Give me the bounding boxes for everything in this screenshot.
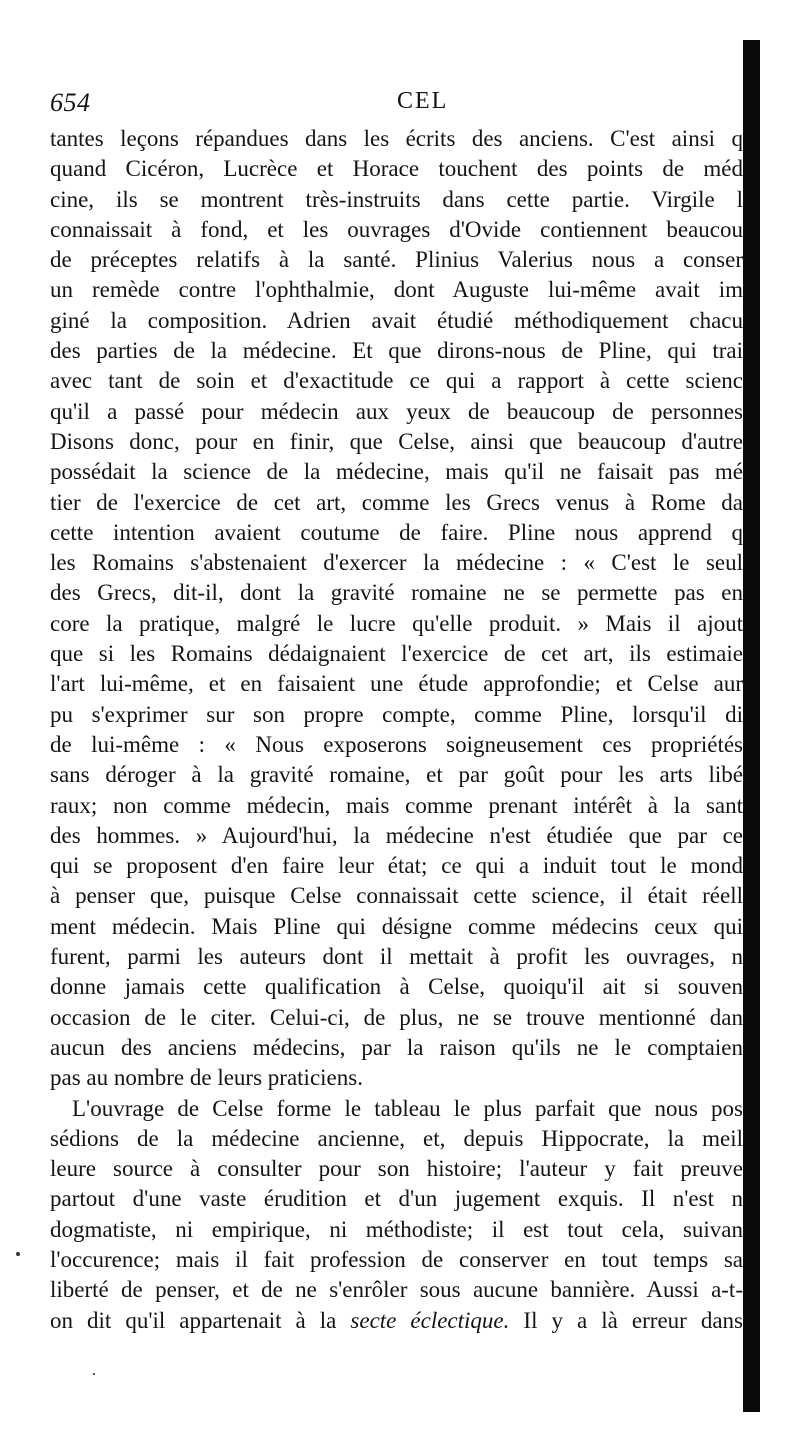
text-line: l'occurence; mais il fait profession de conserver en tout temps sa	[50, 1246, 743, 1272]
text-line: cine, ils se montrent très-instruits dans cette partie. Virgile l	[50, 186, 743, 212]
margin-speck	[16, 1252, 20, 1256]
text-line: raux; non comme médecin, mais comme prenant intérêt à la sant	[50, 792, 743, 818]
paragraph-start-line: L'ouvrage de Celse forme le tableau le plus parfait que nous pos	[72, 1095, 743, 1121]
text-line: furent, parmi les auteurs dont il mettait à profit les ouvrages, n	[50, 944, 743, 970]
text-line-final	[50, 1306, 743, 1336]
text-line: un remède contre l'ophthalmie, dont Auguste lui-même avait im	[50, 277, 743, 303]
text-line: qui se proposent d'en faire leur état; ce qui a induit tout le mond	[50, 853, 743, 879]
paragraph-end-line: pas au nombre de leurs praticiens.	[50, 1065, 363, 1091]
text-line: sédions de la médecine ancienne, et, depuis Hippocrate, la meil	[50, 1125, 743, 1151]
binding-gutter-shadow	[743, 40, 760, 1412]
text-line: cette intention avaient coutume de faire. Pline nous apprend q	[50, 519, 743, 545]
text-line: quand Cicéron, Lucrèce et Horace touchent des points de méd	[50, 156, 743, 182]
text-line: leure source à consulter pour son histoire; l'auteur y fait preuve	[50, 1156, 743, 1182]
text-line: tantes leçons répandues dans les écrits des anciens. C'est ainsi q	[50, 126, 743, 151]
text-line: sans déroger à la gravité romaine, et par goût pour les arts libé	[50, 762, 743, 788]
text-line: des parties de la médecine. Et que dirons-nous de Pline, qui trai	[50, 338, 743, 364]
text-line: des hommes. » Aujourd'hui, la médecine n'est étudiée que par ce	[50, 822, 743, 848]
text-line: que si les Romains dédaignaient l'exercice de cet art, ils estimaie	[50, 641, 743, 667]
text-line: liberté de penser, et de ne s'enrôler sous aucune bannière. Aussi a-t-	[50, 1277, 743, 1303]
body-text	[50, 124, 743, 1354]
text-line: les Romains s'abstenaient d'exercer la médecine : « C'est le seul	[50, 550, 743, 576]
text-line: l'art lui-même, et en faisaient une étude approfondie; et Celse aur	[50, 671, 743, 697]
running-title: CEL	[397, 88, 449, 114]
text-line: à penser que, puisque Celse connaissait cette science, il était réell	[50, 883, 743, 909]
page-number: 654	[50, 88, 91, 117]
text-line: dogmatiste, ni empirique, ni méthodiste; il est tout cela, suivan	[50, 1216, 743, 1242]
text-run: Il y a là erreur dans	[523, 1307, 743, 1333]
text-line: pu s'exprimer sur son propre compte, comme Pline, lorsqu'il di	[50, 701, 743, 727]
text-line: avec tant de soin et d'exactitude ce qui a rapport à cette scienc	[50, 368, 743, 394]
text-line: connaissait à fond, et les ouvrages d'Ovide contiennent beaucou	[50, 216, 743, 242]
margin-speck	[93, 1373, 95, 1375]
text-line: occasion de le citer. Celui-ci, de plus, ne se trouve mentionné dan	[50, 1004, 743, 1030]
text-run: on dit qu'il appartenait à la	[50, 1307, 337, 1333]
text-line: de lui-même : « Nous exposerons soigneusement ces propriétés	[50, 731, 743, 757]
text-line: partout d'une vaste érudition et d'un jugement exquis. Il n'est n	[50, 1186, 743, 1212]
text-line: giné la composition. Adrien avait étudié méthodiquement chacu	[50, 307, 743, 333]
text-line: ment médecin. Mais Pline qui désigne comme médecins ceux qui	[50, 913, 743, 939]
text-line: core la pratique, malgré le lucre qu'elle produit. » Mais il ajout	[50, 610, 743, 636]
text-line: donne jamais cette qualification à Celse, quoiqu'il ait si souven	[50, 974, 743, 1000]
text-line: Disons donc, pour en finir, que Celse, ainsi que beaucoup d'autre	[50, 428, 743, 454]
text-line: de préceptes relatifs à la santé. Plinius Valerius nous a conser	[50, 247, 743, 273]
running-head	[50, 88, 750, 118]
text-line: aucun des anciens médecins, par la raison qu'ils ne le comptaien	[50, 1034, 743, 1060]
italic-term: secte éclectique.	[350, 1307, 510, 1333]
text-line: qu'il a passé pour médecin aux yeux de beaucoup de personnes	[50, 398, 743, 424]
text-line: des Grecs, dit-il, dont la gravité romaine ne se permette pas en	[50, 580, 743, 606]
text-line: possédait la science de la médecine, mais qu'il ne faisait pas mé	[50, 459, 743, 485]
text-line: tier de l'exercice de cet art, comme les Grecs venus à Rome da	[50, 489, 743, 515]
